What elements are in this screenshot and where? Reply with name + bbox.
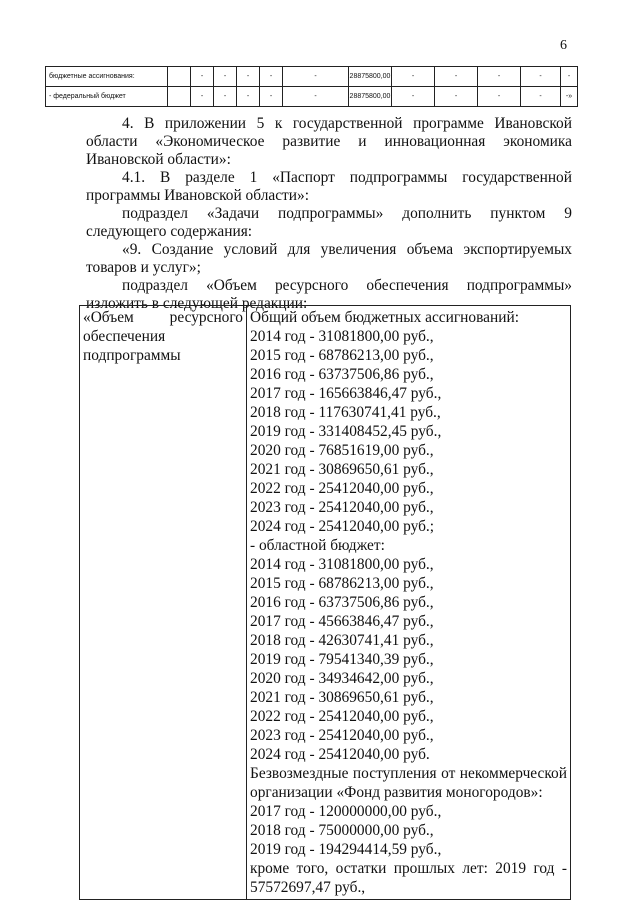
value-line: 2023 год - 25412040,00 руб.,: [250, 499, 434, 516]
value-line: 2016 год - 63737506,86 руб.,: [250, 594, 434, 611]
table-cell: -: [191, 87, 214, 107]
table-cell: -: [214, 87, 237, 107]
table-cell: -: [237, 87, 260, 107]
value-line: 2020 год - 34934642,00 руб.,: [250, 670, 434, 687]
value-line: 2015 год - 68786213,00 руб.,: [250, 575, 434, 592]
table-cell: -: [283, 67, 349, 87]
budget-summary-table: [45, 66, 578, 107]
value-line: 2017 год - 45663846,47 руб.,: [250, 613, 434, 630]
value-line: - областной бюджет:: [250, 537, 385, 554]
value-line: 2019 год - 331408452,45 руб.,: [250, 423, 442, 440]
table-cell: -: [435, 87, 478, 107]
paragraph-item-4-1: 4.1. В разделе 1 «Паспорт подпрограммы государственной программы Ивановской области»:: [86, 169, 572, 204]
value-line: организации «Фонд развития моногородов»:: [250, 784, 543, 801]
table-cell: -»: [561, 87, 578, 107]
value-line: 2018 год - 75000000,00 руб.,: [250, 822, 434, 839]
value-line: 2017 год - 120000000,00 руб.,: [250, 803, 442, 820]
value-line: 2022 год - 25412040,00 руб.,: [250, 708, 434, 725]
document-body: [86, 115, 572, 313]
page-number: 6: [560, 38, 567, 53]
value-line: 2022 год - 25412040,00 руб.,: [250, 480, 434, 497]
label-line: обеспечения: [83, 328, 166, 345]
table-cell: -: [435, 67, 478, 87]
value-line: 2014 год - 31081800,00 руб.,: [250, 556, 434, 573]
value-line: 2023 год - 25412040,00 руб.,: [250, 727, 434, 744]
table-cell: 28875800,00: [349, 67, 392, 87]
paragraph-tasks-subsection: подраздел «Задачи подпрограммы» дополнить пунктом 9 следующего содержания:: [86, 205, 572, 240]
paragraph-item-4: 4. В приложении 5 к государственной программе Ивановской области «Экономическое развитие и инновационная экономика Ивановской области»:: [86, 115, 572, 168]
resource-table-label-cell: [80, 306, 247, 900]
value-line: 2021 год - 30869650,61 руб.,: [250, 461, 434, 478]
value-line: 2021 год - 30869650,61 руб.,: [250, 689, 434, 706]
value-line: 2020 год - 76851619,00 руб.,: [250, 442, 434, 459]
table-cell: -: [478, 67, 521, 87]
table-cell: -: [283, 87, 349, 107]
value-line: кроме того, остатки прошлых лет: 2019 год -: [250, 860, 567, 877]
paragraph-resource-subsection: подраздел «Объем ресурсного обеспечения подпрограммы» изложить в следующей редакции:: [86, 277, 572, 312]
table-cell: -: [561, 67, 578, 87]
value-line: 2016 год - 63737506,86 руб.,: [250, 366, 434, 383]
table-cell: -: [214, 67, 237, 87]
value-line: 2015 год - 68786213,00 руб.,: [250, 347, 434, 364]
label-line: «Объем ресурсного: [83, 309, 243, 326]
resource-table-values-cell: [247, 306, 571, 900]
value-line: 2024 год - 25412040,00 руб.: [250, 746, 430, 763]
row-label: бюджетные ассигнования:: [46, 67, 168, 87]
table-cell: -: [392, 67, 435, 87]
table-cell: -: [392, 87, 435, 107]
value-line: 2017 год - 165663846,47 руб.,: [250, 385, 442, 402]
label-line: подпрограммы: [83, 347, 181, 364]
row-label: - федеральный бюджет: [46, 87, 168, 107]
resource-provision-table: [79, 305, 571, 900]
value-line: 2018 год - 42630741,41 руб.,: [250, 632, 434, 649]
value-line: 2024 год - 25412040,00 руб.;: [250, 518, 435, 535]
empty-cell: [168, 67, 191, 87]
table-cell: -: [521, 67, 561, 87]
table-cell: -: [237, 67, 260, 87]
value-line: 57572697,47 руб.,: [250, 879, 366, 896]
table-row: [46, 67, 578, 87]
table-cell: -: [521, 87, 561, 107]
value-line: 2019 год - 194294414,59 руб.,: [250, 841, 442, 858]
table-cell: -: [478, 87, 521, 107]
table-cell: -: [191, 67, 214, 87]
value-line: Общий объем бюджетных ассигнований:: [250, 309, 519, 326]
table-cell: -: [260, 87, 283, 107]
value-line: 2014 год - 31081800,00 руб.,: [250, 328, 434, 345]
value-line: 2019 год - 79541340,39 руб.,: [250, 651, 434, 668]
value-line: Безвозмездные поступления от некоммерческой: [250, 765, 567, 782]
empty-cell: [168, 87, 191, 107]
table-row: [46, 87, 578, 107]
paragraph-item-9-quote: «9. Создание условий для увеличения объема экспортируемых товаров и услуг»;: [86, 241, 572, 276]
table-cell: 28875800,00: [349, 87, 392, 107]
table-cell: -: [260, 67, 283, 87]
value-line: 2018 год - 117630741,41 руб.,: [250, 404, 441, 421]
